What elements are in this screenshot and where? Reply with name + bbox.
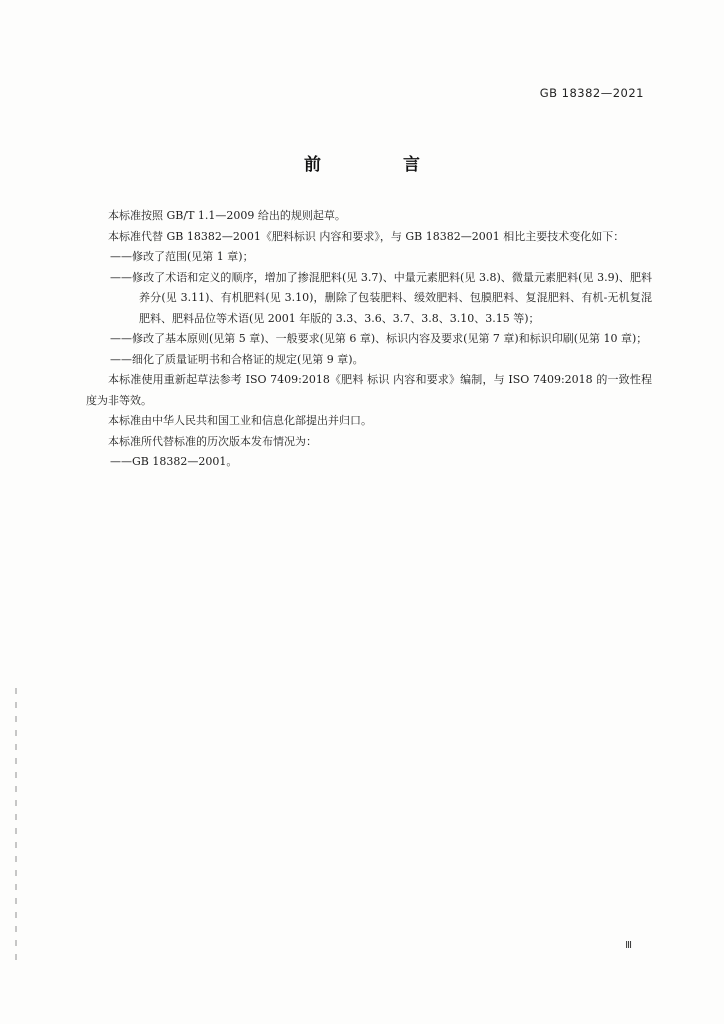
scan-edge-mark: [15, 688, 17, 968]
paragraph-proposer: 本标准由中华人民共和国工业和信息化部提出并归口。: [108, 414, 372, 427]
paragraph-drafting-rules: 本标准按照 GB/T 1.1—2009 给出的规则起草。: [108, 209, 346, 222]
foreword-body: [86, 206, 652, 473]
change-item-certificate: ——细化了质量证明书和合格证的规定(见第 9 章)。: [110, 352, 364, 366]
page-number: Ⅲ: [625, 940, 632, 951]
history-item: ——GB 18382—2001。: [110, 455, 238, 468]
change-item-scope: ——修改了范围(见第 1 章)；: [110, 250, 254, 263]
change-item-terms: ——修改了术语和定义的顺序，增加了掺混肥料(见 3.7)、中量元素肥料(见 3.8)、微量元素肥料(见 3.9)、肥料养分(见 3.11)、有机肥料(见 3.10)，删除了包装肥料、缓效肥料、包膜肥料、复混肥料、有机-无机复混肥料、肥料品位等术语(见 2001 年版的 3.3、3.6、3.7、3.8、3.10、3.15 等)；: [110, 270, 652, 325]
standard-code: GB 18382—2021: [539, 86, 644, 100]
paragraph-replacement: 本标准代替 GB 18382—2001《肥料标识 内容和要求》，与 GB 18382—2001 相比主要技术变化如下：: [108, 229, 625, 243]
paragraph-iso-reference: 本标准使用重新起草法参考 ISO 7409:2018《肥料 标识 内容和要求》编制，与 ISO 7409:2018 的一致性程度为非等效。: [86, 373, 652, 407]
page-title: 前 言: [304, 155, 458, 175]
change-item-principles: ——修改了基本原则(见第 5 章)、一般要求(见第 6 章)、标识内容及要求(见第 7 章)和标识印刷(见第 10 章)；: [110, 332, 648, 345]
paragraph-history: 本标准所代替标准的历次版本发布情况为：: [108, 434, 317, 448]
